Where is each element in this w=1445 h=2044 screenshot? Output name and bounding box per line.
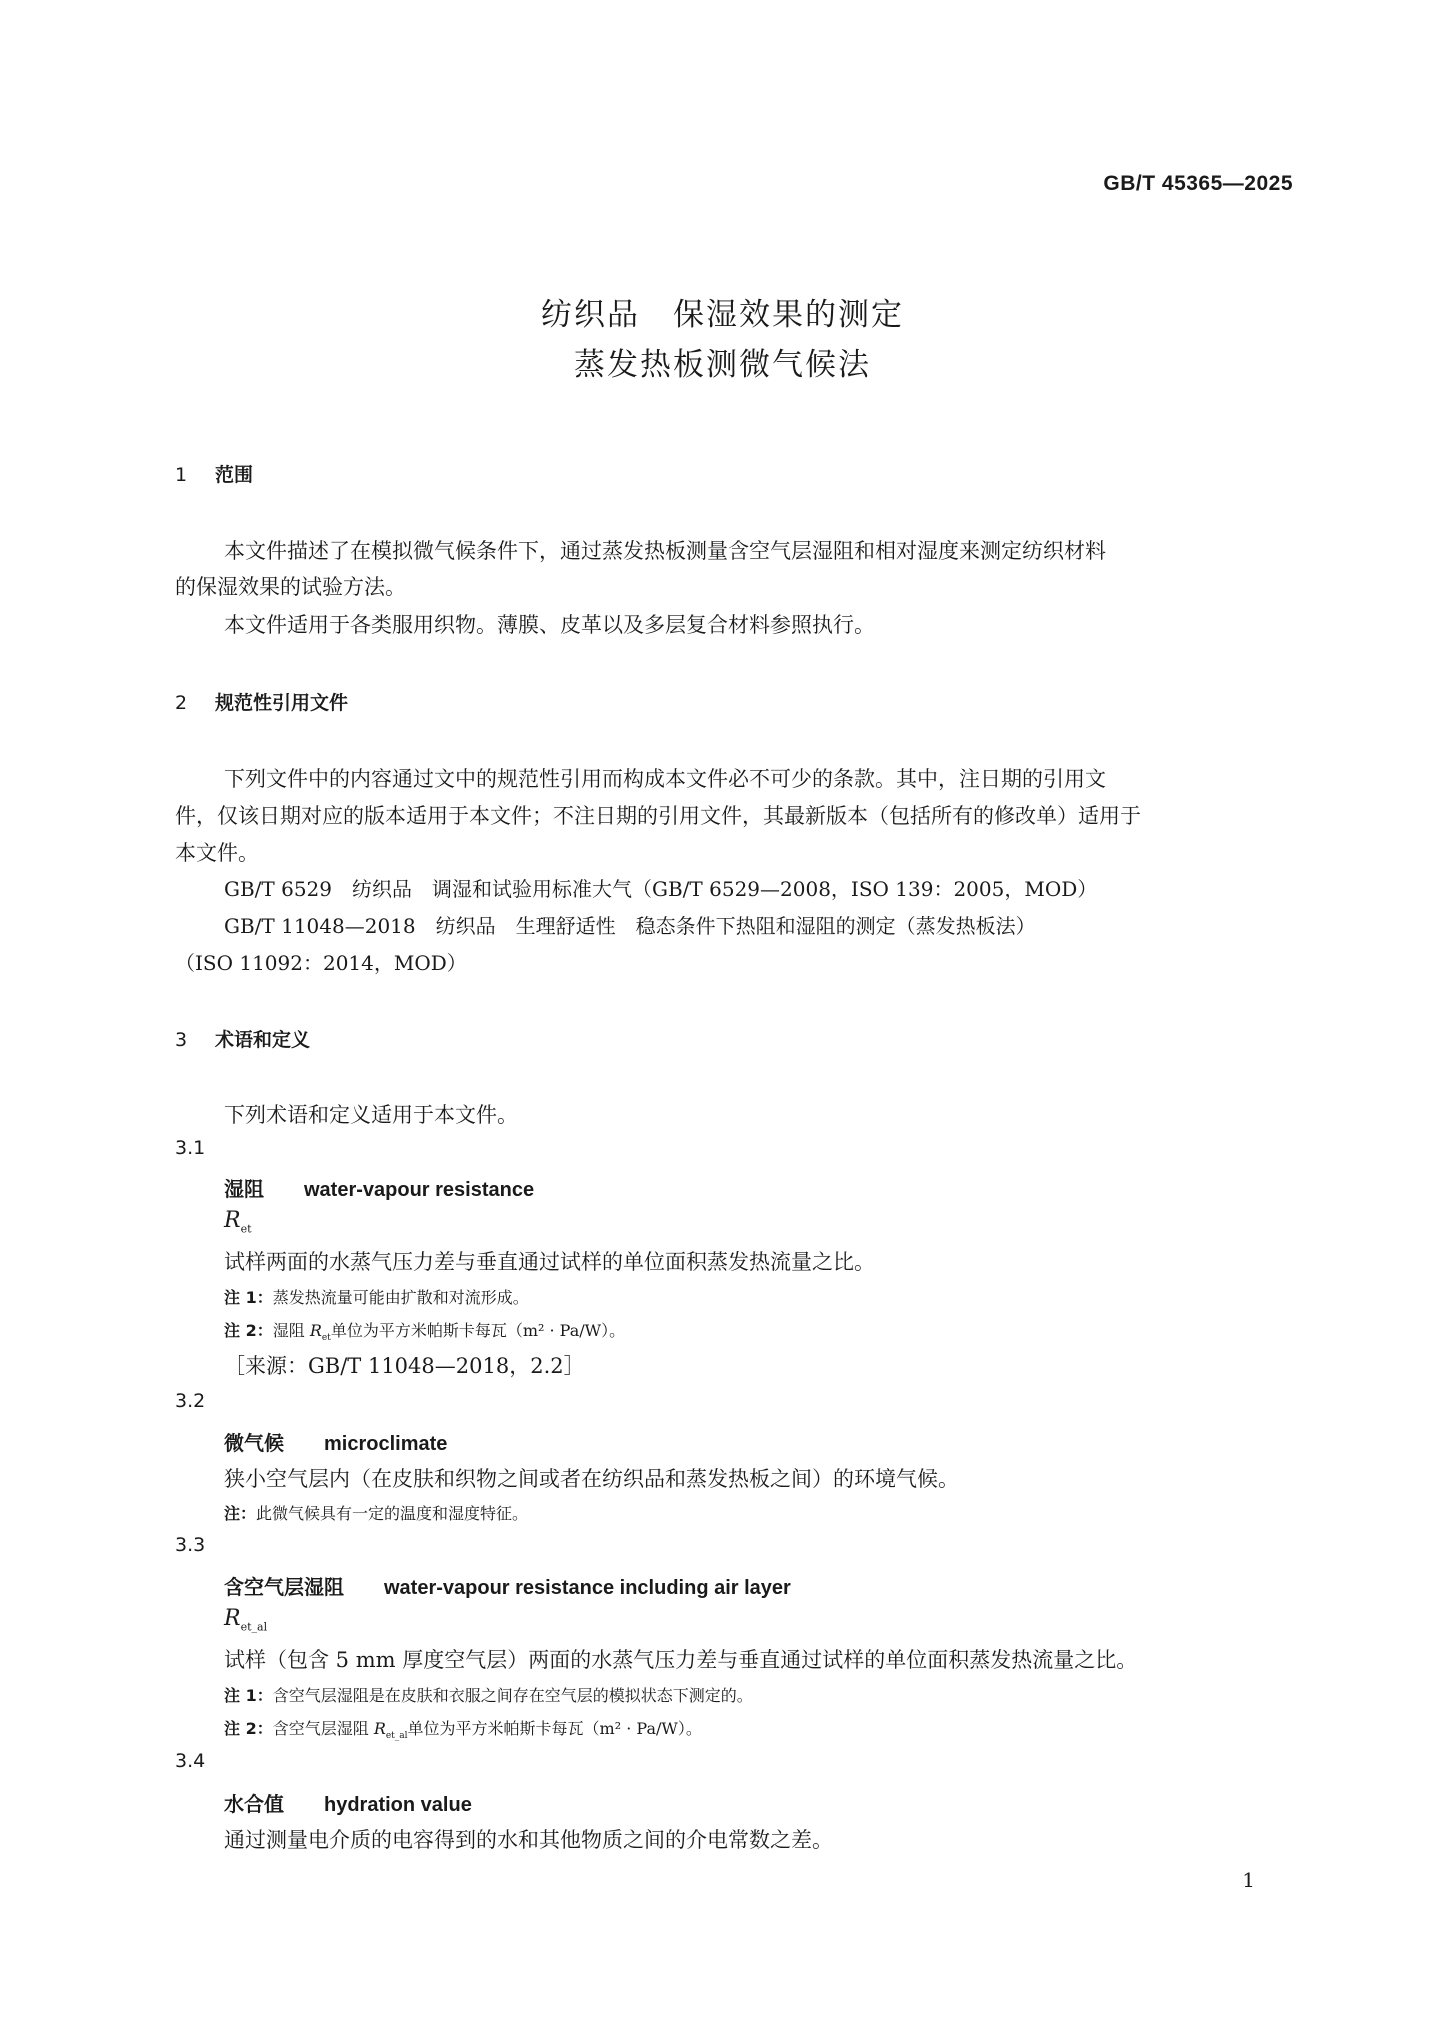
standard-number: GB/T 45365—2025 — [1103, 172, 1293, 195]
section-number: 1 — [175, 464, 188, 486]
term-number: 3.1 — [175, 1137, 206, 1159]
term-heading — [224, 1173, 534, 1202]
document-title — [0, 290, 1445, 390]
scope-paragraph-2: 本文件适用于各类服用织物。薄膜、皮革以及多层复合材料参照执行。 — [224, 613, 875, 637]
reference-gbt-6529: GB/T 6529 纺织品 调湿和试验用标准大气（GB/T 6529—2008，ISO 139：2005，MOD） — [224, 877, 1098, 901]
section-3-heading — [175, 1025, 310, 1052]
terms-intro: 下列术语和定义适用于本文件。 — [224, 1103, 518, 1127]
symbol-letter: R — [224, 1606, 241, 1631]
note-text-cont: 单位为平方米帕斯卡每瓦（m² · Pa/W）。 — [407, 1719, 702, 1738]
note-label: 注 2： — [224, 1719, 273, 1738]
section-2-heading — [175, 688, 348, 715]
term-note-2 — [224, 1716, 702, 1741]
section-title: 术语和定义 — [215, 1029, 311, 1051]
note-label: 注 2： — [224, 1321, 273, 1340]
references-intro-line-3: 本文件。 — [175, 841, 259, 865]
note-text: 蒸发热流量可能由扩散和对流形成。 — [272, 1288, 529, 1307]
note-label: 注 1： — [224, 1686, 273, 1705]
note-label: 注： — [224, 1504, 257, 1523]
title-line-2: 蒸发热板测微气候法 — [574, 347, 871, 383]
term-zh: 湿阻 — [224, 1177, 264, 1201]
note-symbol: R — [309, 1321, 322, 1340]
term-symbol — [224, 1208, 252, 1235]
section-number: 2 — [175, 692, 188, 714]
term-zh: 微气候 — [224, 1431, 284, 1455]
note-text-cont: 单位为平方米帕斯卡每瓦（m² · Pa/W）。 — [330, 1321, 626, 1340]
scope-paragraph-1-line-1: 本文件描述了在模拟微气候条件下，通过蒸发热板测量含空气层湿阻和相对湿度来测定纺织材料 — [224, 539, 1106, 563]
note-text: 含空气层湿阻 — [272, 1719, 374, 1738]
term-symbol — [224, 1606, 267, 1633]
note-text: 含空气层湿阻是在皮肤和衣服之间存在空气层的模拟状态下测定的。 — [272, 1686, 753, 1705]
note-label: 注 1： — [224, 1288, 273, 1307]
term-definition: 试样两面的水蒸气压力差与垂直通过试样的单位面积蒸发热流量之比。 — [224, 1250, 875, 1274]
term-definition: 通过测量电介质的电容得到的水和其他物质之间的介电常数之差。 — [224, 1828, 833, 1852]
note-symbol-subscript: et — [321, 1333, 331, 1344]
reference-gbt-11048-cont: （ISO 11092：2014，MOD） — [175, 951, 467, 975]
term-heading — [224, 1571, 791, 1600]
section-number: 3 — [175, 1029, 188, 1051]
term-number: 3.3 — [175, 1534, 206, 1556]
section-1-heading — [175, 460, 253, 487]
section-title: 范围 — [215, 464, 254, 486]
term-note-1 — [224, 1285, 529, 1308]
term-source: ［来源：GB/T 11048—2018，2.2］ — [224, 1354, 585, 1378]
term-note-1 — [224, 1683, 753, 1706]
term-en: water-vapour resistance — [304, 1179, 535, 1201]
symbol-letter: R — [224, 1208, 241, 1233]
term-zh: 水合值 — [224, 1792, 284, 1816]
term-heading — [224, 1788, 472, 1817]
term-heading — [224, 1427, 447, 1456]
symbol-subscript: et_al — [240, 1620, 268, 1634]
term-number: 3.2 — [175, 1390, 206, 1412]
scope-paragraph-1-line-2: 的保湿效果的试验方法。 — [175, 575, 406, 599]
note-text: 湿阻 — [272, 1321, 310, 1340]
term-en: hydration value — [324, 1794, 472, 1816]
title-line-1: 纺织品 保湿效果的测定 — [541, 297, 904, 333]
references-intro-line-2: 件，仅该日期对应的版本适用于本文件；不注日期的引用文件，其最新版本（包括所有的修改单）适用于 — [175, 804, 1141, 828]
term-en: water-vapour resistance including air layer — [384, 1577, 791, 1599]
term-note-2 — [224, 1318, 625, 1343]
references-intro-line-1: 下列文件中的内容通过文中的规范性引用而构成本文件必不可少的条款。其中，注日期的引用文 — [224, 767, 1106, 791]
page-number: 1 — [1242, 1868, 1255, 1892]
note-text: 此微气候具有一定的温度和湿度特征。 — [256, 1504, 529, 1523]
term-number: 3.4 — [175, 1750, 206, 1772]
symbol-subscript: et — [240, 1222, 252, 1236]
note-symbol-subscript: et_al — [385, 1731, 408, 1742]
term-zh: 含空气层湿阻 — [224, 1575, 344, 1599]
term-definition: 试样（包含 5 mm 厚度空气层）两面的水蒸气压力差与垂直通过试样的单位面积蒸发热流量之比。 — [224, 1648, 1138, 1672]
term-note — [224, 1501, 528, 1524]
reference-gbt-11048: GB/T 11048—2018 纺织品 生理舒适性 稳态条件下热阻和湿阻的测定（蒸发热板法） — [224, 914, 1036, 938]
term-definition: 狭小空气层内（在皮肤和织物之间或者在纺织品和蒸发热板之间）的环境气候。 — [224, 1467, 959, 1491]
section-title: 规范性引用文件 — [215, 692, 349, 714]
note-symbol: R — [373, 1719, 386, 1738]
term-en: microclimate — [324, 1433, 448, 1455]
